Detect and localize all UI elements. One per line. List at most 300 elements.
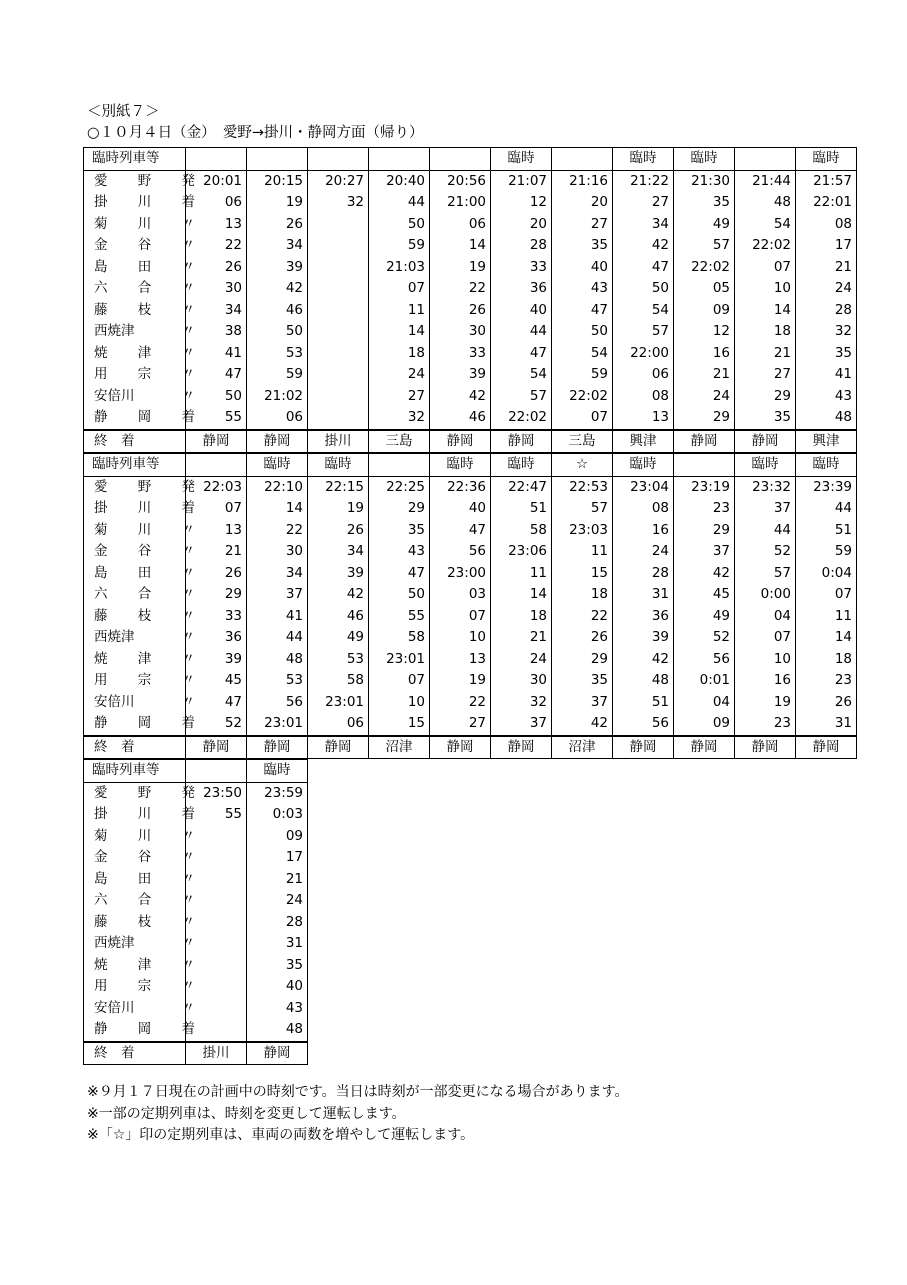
station-name-part: 川 <box>137 806 152 822</box>
train-type-cell: 臨時 <box>247 760 308 783</box>
time-cell: 53 <box>247 343 308 365</box>
header-row <box>84 760 308 783</box>
time-cell: 26 <box>308 520 369 542</box>
time-cell: 46 <box>430 407 491 430</box>
time-cell: 19 <box>735 692 796 714</box>
station-row <box>84 170 857 192</box>
time-cell: 22:25 <box>369 476 430 498</box>
page-subtitle: ○１０月４日（金） 愛野→掛川・静岡方面（帰り） <box>87 125 424 141</box>
time-cell: 28 <box>796 300 857 322</box>
time-cell: 12 <box>674 321 735 343</box>
destination-cell: 静岡 <box>247 430 308 453</box>
header-row <box>84 454 857 477</box>
time-cell: 31 <box>796 713 857 736</box>
time-cell <box>308 321 369 343</box>
time-cell: 19 <box>308 498 369 520</box>
station-label-cell <box>84 1019 195 1042</box>
time-cell: 03 <box>430 584 491 606</box>
time-cell: 26 <box>186 257 247 279</box>
time-cell: 55 <box>186 407 247 430</box>
destination-label-cell <box>84 1042 186 1065</box>
station-label-cell <box>84 386 195 408</box>
destination-label: 終 着 <box>94 432 135 449</box>
station-row <box>84 364 857 386</box>
station-row <box>84 300 857 322</box>
station-name-part: 藤 <box>94 607 108 624</box>
time-cell: 04 <box>735 606 796 628</box>
time-cell: 22 <box>247 520 308 542</box>
station-row <box>84 192 857 214</box>
station-row <box>84 826 308 848</box>
destination-cell: 静岡 <box>735 430 796 453</box>
station-label-cell <box>84 692 195 714</box>
station-name-part: 金 <box>94 849 108 865</box>
station-row <box>84 912 308 934</box>
time-cell: 20:40 <box>369 170 430 192</box>
station-label-cell <box>84 826 195 848</box>
time-cell: 07 <box>369 278 430 300</box>
time-cell: 0:03 <box>247 804 308 826</box>
destination-cell: 沼津 <box>552 736 613 759</box>
timetable-3 <box>83 759 308 1065</box>
time-cell: 43 <box>796 386 857 408</box>
time-cell: 53 <box>247 670 308 692</box>
arrival-departure-mark: 〃 <box>181 935 195 951</box>
time-cell: 48 <box>247 1019 308 1042</box>
station-label <box>84 563 203 585</box>
arrival-departure-mark: 発 <box>181 478 195 495</box>
station-name-part: 枝 <box>137 301 152 318</box>
station-label-cell <box>84 563 195 585</box>
time-cell: 51 <box>796 520 857 542</box>
time-cell: 40 <box>491 300 552 322</box>
time-cell: 44 <box>247 627 308 649</box>
arrival-departure-mark: 〃 <box>181 564 195 581</box>
time-cell: 42 <box>674 563 735 585</box>
time-cell: 21:16 <box>552 170 613 192</box>
timetable-1 <box>83 147 857 453</box>
train-type-cell <box>735 148 796 171</box>
time-cell: 21:22 <box>613 170 674 192</box>
time-cell: 52 <box>674 627 735 649</box>
time-cell: 44 <box>796 498 857 520</box>
time-cell: 58 <box>369 627 430 649</box>
time-cell: 59 <box>552 364 613 386</box>
time-cell: 18 <box>552 584 613 606</box>
time-cell: 47 <box>613 257 674 279</box>
time-cell: 09 <box>247 826 308 848</box>
station-name-part: 岡 <box>137 715 152 731</box>
time-cell: 06 <box>430 214 491 236</box>
train-type-cell <box>186 454 247 477</box>
time-cell: 09 <box>674 713 735 736</box>
station-label-cell <box>84 869 195 891</box>
destination-cell: 静岡 <box>186 430 247 453</box>
station-name-part: 掛 <box>94 806 108 822</box>
time-cell: 59 <box>796 541 857 563</box>
time-cell: 22:00 <box>613 343 674 365</box>
time-cell: 22:02 <box>491 407 552 430</box>
time-cell: 47 <box>430 520 491 542</box>
destination-label: 終 着 <box>94 1044 135 1061</box>
time-cell: 30 <box>186 278 247 300</box>
station-row <box>84 498 857 520</box>
station-row <box>84 476 857 498</box>
station-name-part: 焼 <box>94 344 108 361</box>
destination-row <box>84 736 857 759</box>
time-cell: 29 <box>369 498 430 520</box>
time-cell: 26 <box>247 214 308 236</box>
destination-cell: 静岡 <box>796 736 857 759</box>
station-row <box>84 520 857 542</box>
time-cell: 23:59 <box>247 782 308 804</box>
station-label-cell <box>84 976 195 998</box>
time-cell: 16 <box>735 670 796 692</box>
time-cell: 22:02 <box>552 386 613 408</box>
station-label-cell <box>84 364 195 386</box>
station-label <box>84 364 203 386</box>
time-cell: 29 <box>674 520 735 542</box>
time-cell <box>308 386 369 408</box>
time-cell: 37 <box>247 584 308 606</box>
station-row <box>84 627 857 649</box>
station-name-part: 川 <box>137 215 152 232</box>
time-cell: 50 <box>613 278 674 300</box>
station-label-cell <box>84 670 195 692</box>
station-row <box>84 278 857 300</box>
station-label-cell <box>84 804 195 826</box>
train-type-cell: 臨時 <box>308 454 369 477</box>
time-cell: 21 <box>674 364 735 386</box>
train-type-cell: 臨時 <box>674 148 735 171</box>
time-cell <box>308 278 369 300</box>
time-cell: 39 <box>247 257 308 279</box>
header-label-cell <box>84 148 186 171</box>
station-row <box>84 649 857 671</box>
station-name-part: 津 <box>137 344 152 361</box>
time-cell: 18 <box>369 343 430 365</box>
time-cell: 36 <box>186 627 247 649</box>
time-cell: 40 <box>430 498 491 520</box>
time-cell: 35 <box>247 955 308 977</box>
station-label-cell <box>84 300 195 322</box>
station-name-part: 岡 <box>137 409 152 425</box>
station-name-part: 川 <box>137 500 152 516</box>
time-cell: 27 <box>735 364 796 386</box>
time-cell: 31 <box>613 584 674 606</box>
time-cell: 06 <box>186 192 247 214</box>
arrival-departure-mark: 〃 <box>181 849 195 865</box>
station-label-cell <box>84 520 195 542</box>
time-cell: 26 <box>552 627 613 649</box>
station-label <box>84 584 203 606</box>
destination-cell: 静岡 <box>674 430 735 453</box>
arrival-departure-mark: 〃 <box>181 280 195 296</box>
station-label-cell <box>84 912 195 934</box>
arrival-departure-mark: 着 <box>181 194 195 210</box>
destination-cell: 静岡 <box>613 736 674 759</box>
station-label <box>84 847 203 869</box>
station-label-cell <box>84 214 195 236</box>
time-cell: 32 <box>491 692 552 714</box>
station-label-cell <box>84 257 195 279</box>
time-cell: 34 <box>186 300 247 322</box>
station-row <box>84 804 308 826</box>
time-cell: 47 <box>491 343 552 365</box>
train-type-cell: 臨時 <box>613 148 674 171</box>
train-type-cell <box>674 454 735 477</box>
footnote: ※９月１７日現在の計画中の時刻です。当日は時刻が一部変更になる場合があります。 <box>87 1084 629 1100</box>
station-label <box>84 300 203 322</box>
time-cell: 07 <box>796 584 857 606</box>
station-label <box>84 498 203 520</box>
station-label <box>84 606 203 628</box>
time-cell: 05 <box>674 278 735 300</box>
time-cell: 24 <box>613 541 674 563</box>
station-row <box>84 321 857 343</box>
header-label: 臨時列車等 <box>92 762 160 778</box>
time-cell: 26 <box>186 563 247 585</box>
station-label-cell <box>84 713 195 736</box>
station-label <box>84 343 203 365</box>
destination-cell: 静岡 <box>430 736 491 759</box>
footnotes <box>87 1082 629 1147</box>
time-cell: 17 <box>247 847 308 869</box>
station-label <box>84 171 203 193</box>
station-name-part: 静 <box>94 409 108 425</box>
station-name-part: 六 <box>94 892 108 908</box>
station-label-cell <box>84 407 195 430</box>
station-label-cell <box>84 649 195 671</box>
station-name-part: 津 <box>137 956 152 973</box>
footnote: ※「☆」印の定期列車は、車両の両数を増やして運転します。 <box>87 1127 475 1143</box>
time-cell: 52 <box>186 713 247 736</box>
time-cell: 27 <box>613 192 674 214</box>
time-cell: 07 <box>186 498 247 520</box>
time-cell: 20:27 <box>308 170 369 192</box>
time-cell: 57 <box>674 235 735 257</box>
station-label-cell <box>84 782 195 804</box>
time-cell: 28 <box>613 563 674 585</box>
time-cell: 11 <box>796 606 857 628</box>
station-name-part: 用 <box>94 978 108 994</box>
time-cell: 23:39 <box>796 476 857 498</box>
time-cell: 15 <box>369 713 430 736</box>
time-cell: 29 <box>735 386 796 408</box>
station-label-cell <box>84 343 195 365</box>
station-name-part: 枝 <box>137 607 152 624</box>
time-cell: 22:10 <box>247 476 308 498</box>
station-name-part: 田 <box>137 564 152 581</box>
time-cell: 0:01 <box>674 670 735 692</box>
header-label: 臨時列車等 <box>92 150 160 166</box>
time-cell: 34 <box>247 563 308 585</box>
time-cell: 55 <box>186 804 247 826</box>
arrival-departure-mark: 着 <box>181 1021 195 1037</box>
time-cell: 33 <box>491 257 552 279</box>
station-name-part: 安倍川 <box>94 693 135 710</box>
station-row <box>84 692 857 714</box>
destination-cell: 静岡 <box>674 736 735 759</box>
station-label <box>84 649 203 671</box>
destination-row <box>84 1042 308 1065</box>
station-row <box>84 386 857 408</box>
time-cell: 14 <box>430 235 491 257</box>
station-label <box>84 998 203 1020</box>
time-cell: 21 <box>735 343 796 365</box>
arrival-departure-mark: 〃 <box>181 913 195 930</box>
time-cell: 22 <box>186 235 247 257</box>
arrival-departure-mark: 〃 <box>181 215 195 232</box>
time-cell: 11 <box>491 563 552 585</box>
time-cell: 06 <box>308 713 369 736</box>
station-label-cell <box>84 627 195 649</box>
time-cell: 43 <box>247 998 308 1020</box>
time-cell: 08 <box>613 386 674 408</box>
time-cell: 41 <box>247 606 308 628</box>
time-cell: 21:57 <box>796 170 857 192</box>
time-cell: 23:03 <box>552 520 613 542</box>
time-cell: 26 <box>430 300 491 322</box>
train-type-cell: 臨時 <box>796 148 857 171</box>
station-name-part: 川 <box>137 194 152 210</box>
station-name-part: 静 <box>94 715 108 731</box>
time-cell: 06 <box>613 364 674 386</box>
time-cell: 57 <box>491 386 552 408</box>
station-row <box>84 998 308 1020</box>
time-cell: 37 <box>735 498 796 520</box>
station-name-part: 菊 <box>94 827 108 844</box>
time-cell: 39 <box>613 627 674 649</box>
arrival-departure-mark: 着 <box>181 715 195 731</box>
destination-cell: 沼津 <box>369 736 430 759</box>
train-type-cell <box>369 454 430 477</box>
time-cell: 23:04 <box>613 476 674 498</box>
time-cell: 23:01 <box>308 692 369 714</box>
header-label-cell <box>84 454 186 477</box>
time-cell: 47 <box>552 300 613 322</box>
time-cell: 10 <box>430 627 491 649</box>
station-name-part: 島 <box>94 870 108 887</box>
arrival-departure-mark: 〃 <box>181 870 195 887</box>
time-cell: 54 <box>735 214 796 236</box>
station-label <box>84 670 203 692</box>
time-cell: 23:00 <box>430 563 491 585</box>
time-cell: 13 <box>613 407 674 430</box>
header-row <box>84 148 857 171</box>
station-label <box>84 321 203 343</box>
station-label <box>84 278 203 300</box>
station-name-part: 掛 <box>94 194 108 210</box>
time-cell: 58 <box>308 670 369 692</box>
destination-row <box>84 430 857 453</box>
time-cell: 22:53 <box>552 476 613 498</box>
time-cell: 23:06 <box>491 541 552 563</box>
arrival-departure-mark: 〃 <box>181 892 195 908</box>
station-label-cell <box>84 476 195 498</box>
station-name-part: 愛 <box>94 784 108 801</box>
time-cell: 24 <box>796 278 857 300</box>
arrival-departure-mark: 〃 <box>181 999 195 1016</box>
time-cell: 57 <box>552 498 613 520</box>
train-type-cell: 臨時 <box>613 454 674 477</box>
station-label <box>84 912 203 934</box>
time-cell: 57 <box>613 321 674 343</box>
time-cell: 37 <box>552 692 613 714</box>
time-cell: 35 <box>552 670 613 692</box>
time-cell: 21:03 <box>369 257 430 279</box>
station-name-part: 安倍川 <box>94 387 135 404</box>
station-label-cell <box>84 192 195 214</box>
time-cell: 10 <box>735 278 796 300</box>
time-cell: 14 <box>369 321 430 343</box>
station-name-part: 静 <box>94 1021 108 1037</box>
station-label <box>84 933 203 955</box>
station-label-cell <box>84 933 195 955</box>
time-cell: 37 <box>491 713 552 736</box>
arrival-departure-mark: 着 <box>181 806 195 822</box>
train-type-cell <box>430 148 491 171</box>
time-cell: 35 <box>552 235 613 257</box>
time-cell: 21 <box>491 627 552 649</box>
station-label <box>84 257 203 279</box>
arrival-departure-mark: 〃 <box>181 323 195 339</box>
time-cell: 24 <box>247 890 308 912</box>
time-cell: 41 <box>796 364 857 386</box>
station-row <box>84 955 308 977</box>
station-name-part: 愛 <box>94 172 108 189</box>
time-cell <box>308 214 369 236</box>
train-type-cell: ☆ <box>552 454 613 477</box>
time-cell: 50 <box>247 321 308 343</box>
time-cell: 32 <box>308 192 369 214</box>
time-cell: 30 <box>491 670 552 692</box>
time-cell: 29 <box>552 649 613 671</box>
station-name-part: 枝 <box>137 913 152 930</box>
time-cell: 22 <box>430 278 491 300</box>
time-cell: 14 <box>735 300 796 322</box>
station-name-part: 金 <box>94 237 108 253</box>
time-cell: 24 <box>491 649 552 671</box>
time-cell: 35 <box>796 343 857 365</box>
time-cell: 07 <box>552 407 613 430</box>
station-row <box>84 713 857 736</box>
time-cell: 21:44 <box>735 170 796 192</box>
station-row <box>84 890 308 912</box>
arrival-departure-mark: 〃 <box>181 672 195 688</box>
station-name-part: 六 <box>94 586 108 602</box>
destination-cell: 掛川 <box>308 430 369 453</box>
time-cell: 08 <box>796 214 857 236</box>
time-cell: 39 <box>430 364 491 386</box>
time-cell <box>308 343 369 365</box>
time-cell: 04 <box>674 692 735 714</box>
arrival-departure-mark: 〃 <box>181 237 195 253</box>
destination-cell: 静岡 <box>247 736 308 759</box>
time-cell: 21:02 <box>247 386 308 408</box>
station-row <box>84 584 857 606</box>
station-label-cell <box>84 890 195 912</box>
time-cell: 07 <box>735 627 796 649</box>
header-label: 臨時列車等 <box>92 456 160 472</box>
time-cell: 42 <box>430 386 491 408</box>
time-cell: 07 <box>430 606 491 628</box>
station-name-part: 愛 <box>94 478 108 495</box>
time-cell: 43 <box>369 541 430 563</box>
station-name-part: 菊 <box>94 521 108 538</box>
time-cell: 40 <box>552 257 613 279</box>
time-cell: 34 <box>247 235 308 257</box>
